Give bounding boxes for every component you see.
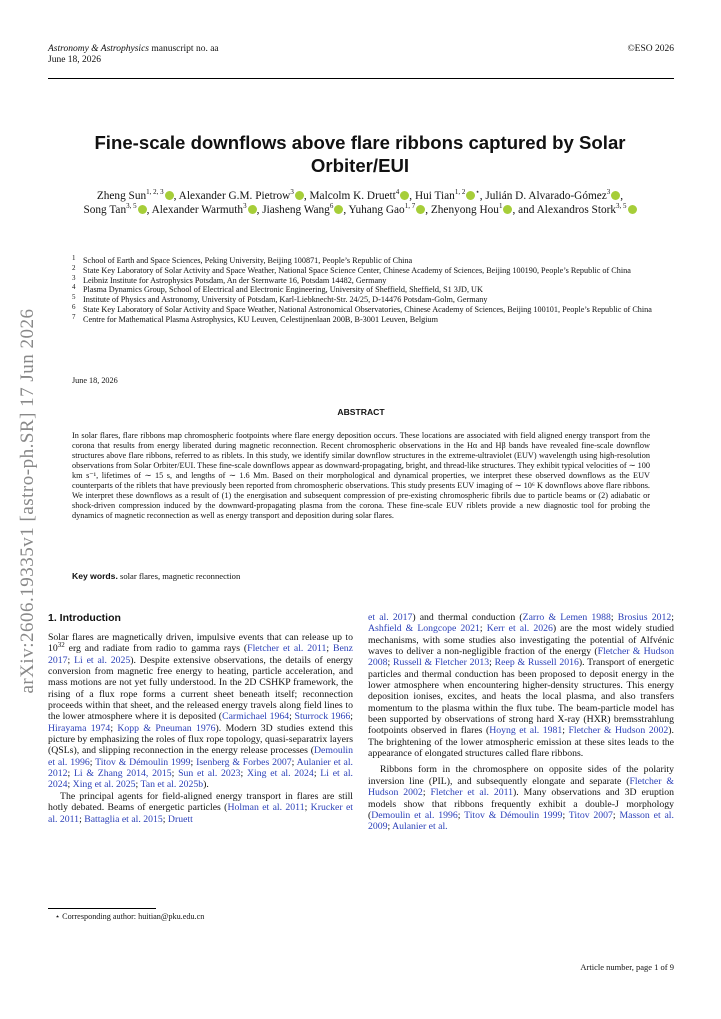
affiliation: 6 State Key Laboratory of Solar Activity and Space Weather, National Astronomical Observatories, Chinese Academy of Sciences, Beijing 100101, People’s Republic of China bbox=[72, 302, 652, 314]
citation[interactable]: Fletcher & Hudson 2008 bbox=[368, 646, 674, 669]
citation[interactable]: Druett bbox=[167, 813, 193, 825]
citation[interactable]: Xing et al. 2025 bbox=[72, 779, 136, 791]
citation[interactable]: Aulanier et al. bbox=[392, 821, 448, 833]
author[interactable]: Yuhang Gao$^{1, 7}$ bbox=[349, 204, 426, 216]
received-date: June 18, 2026 bbox=[72, 376, 118, 385]
citation[interactable]: Fletcher & Hudson 2002 bbox=[368, 775, 674, 799]
citation[interactable]: Titov & Démoulin 1999 bbox=[95, 756, 191, 768]
citation[interactable]: Carmichael 1964 bbox=[222, 711, 290, 723]
paragraph: et al. 2017) and thermal conduction (Zarro & Lemen 1988; Brosius 2012; Ashfield & Longcope 2021; Kerr et al. 2026) are the most widely studied mechanisms, with some studies also investigating the potential of Alfvénic waves to deliver a non-negligible fraction of the energy (Fletcher & Hudson 2008; Russell & Fletcher 2013; Reep & Russell 2016). Transport of energetic particles and thermal conduction has been proposed to deposit energy in the lower atmosphere when encountering higher-density structures. This energy deposition ionises, excites, and heats the local plasma, and also transfers momentum to the plasma within the flux tube. The beam-particle model has been supported by observations of strong hard X-ray (HXR) bremsstrahlung footpoints observed in flares (Hoyng et al. 1981; Fletcher & Hudson 2002). The brightening of the lower atmospheric emission at these sites leads to the appearance of elongated structures called flare ribbons. bbox=[368, 612, 674, 760]
affiliation: 3 Leibniz Institute for Astrophysics Potsdam, An der Sternwarte 16, Potsdam 14482, Germany bbox=[72, 273, 387, 285]
affiliation: 7 Centre for Mathematical Plasma Astrophysics, KU Leuven, Celestijnenlaan 200B, B-3001 Leuven, Belgium bbox=[72, 312, 438, 324]
running-header bbox=[48, 44, 674, 66]
section-heading: 1. Introduction bbox=[48, 612, 121, 624]
author[interactable]: Zhenyong Hou$^1$ bbox=[431, 204, 513, 216]
citation[interactable]: Hoyng et al. 1981 bbox=[489, 725, 563, 737]
citation[interactable]: Li et al. 2024 bbox=[48, 768, 353, 791]
orcid-icon[interactable] bbox=[165, 191, 174, 200]
orcid-icon[interactable] bbox=[416, 205, 425, 214]
orcid-icon[interactable] bbox=[248, 205, 257, 214]
keywords-value: solar flares, magnetic reconnection bbox=[120, 571, 241, 581]
citation[interactable]: Ashfield & Longcope 2021 bbox=[368, 623, 480, 635]
citation[interactable]: Masson et al. 2009 bbox=[368, 809, 674, 833]
author[interactable]: Julián D. Alvarado-Gómez$^3$ bbox=[485, 190, 620, 202]
citation[interactable]: Battaglia et al. 2015 bbox=[84, 813, 163, 825]
author[interactable]: Alexander Warmuth$^3$ bbox=[152, 204, 257, 216]
header-rule bbox=[48, 78, 674, 79]
orcid-icon[interactable] bbox=[295, 191, 304, 200]
citation[interactable]: Kopp & Pneuman 1976 bbox=[117, 722, 216, 734]
citation[interactable]: Russell & Fletcher 2013 bbox=[393, 657, 490, 669]
citation[interactable]: Zarro & Lemen 1988 bbox=[522, 612, 611, 623]
affiliation: 5 Institute of Physics and Astronomy, University of Potsdam, Karl-Liebknecht-Str. 24/25, D-14476 Potsdam-Golm, Germany bbox=[72, 293, 488, 305]
orcid-icon[interactable] bbox=[138, 205, 147, 214]
citation[interactable]: Holman et al. 2011 bbox=[227, 802, 305, 814]
footnote: ⋆ Corresponding author: huitian@pku.edu.cn bbox=[55, 912, 205, 921]
abstract-heading: ABSTRACT bbox=[337, 407, 385, 417]
author[interactable]: Zheng Sun$^{1, 2, 3}$ bbox=[97, 190, 174, 202]
author[interactable]: Hui Tian$^{1, 2}$ ⋆ bbox=[414, 188, 480, 202]
author[interactable]: Alexandros Stork$^{3, 5}$ bbox=[537, 204, 637, 216]
citation[interactable]: Brosius 2012 bbox=[617, 612, 672, 623]
page-footer: Article number, page 1 of 9 bbox=[580, 962, 674, 972]
paragraph: Solar flares are magnetically driven, impulsive events that can release up to $10^{32}$ erg and radiate from radio to gamma rays (Fletcher et al. 2011; Benz 2017; Li et al. 2025). Despite extensive observations, the details of energy conversion from magnetic free energy to heating, particle acceleration, and mass motions are not yet fully understood. In the 2D CSHKP framework, the rising of a flux rope forms a current sheet beneath itself; reconnection proceeds within that sheet, and the released energy travels along field lines to the lower atmosphere where it is deposited (Carmichael 1964; Sturrock 1966; Hirayama 1974; Kopp & Pneuman 1976). Modern 3D studies extend this picture by emphasizing the roles of flux rope topology, quasi-separatrix layers (QSLs), and slipping reconnection in the energy release processes (Demoulin et al. 1996; Titov & Démoulin 1999; Isenberg & Forbes 2007; Aulanier et al. 2012; Li & Zhang 2014, 2015; Sun et al. 2023; Xing et al. 2024; Li et al. 2024; Xing et al. 2025; Tan et al. 2025b). bbox=[48, 632, 354, 791]
orcid-icon[interactable] bbox=[628, 205, 637, 214]
orcid-icon[interactable] bbox=[611, 191, 620, 200]
citation[interactable]: Isenberg & Forbes 2007 bbox=[196, 756, 292, 768]
citation[interactable]: Titov & Démoulin 1999 bbox=[464, 809, 563, 821]
citation[interactable]: Sturrock 1966 bbox=[294, 711, 351, 723]
citation[interactable]: Fletcher et al. 2011 bbox=[430, 787, 513, 799]
citation[interactable]: et al. 2017 bbox=[368, 612, 413, 623]
affiliation: 2 State Key Laboratory of Solar Activity and Space Weather, National Space Science Center, Chinese Academy of Sciences, Beijing 100190, People’s Republic of China bbox=[72, 263, 631, 275]
manuscript-label: manuscript no. aa bbox=[148, 44, 219, 54]
orcid-icon[interactable] bbox=[466, 191, 475, 200]
paragraph: The principal agents for field-aligned energy transport in flares are still hotly debated. Beams of energetic particles (Holman et al. 2011; Krucker et al. 2011; Battaglia et al. 2015; Druett bbox=[48, 790, 353, 825]
orcid-icon[interactable] bbox=[503, 205, 512, 214]
journal-name: Astronomy & Astrophysics bbox=[48, 44, 149, 54]
citation[interactable]: Fletcher & Hudson 2002 bbox=[568, 725, 669, 737]
author[interactable]: Malcolm K. Druett$^4$ bbox=[310, 190, 410, 202]
citation[interactable]: Tan et al. 2025b bbox=[140, 779, 204, 791]
orcid-icon[interactable] bbox=[400, 191, 409, 200]
author[interactable]: Song Tan$^{3, 5}$ bbox=[83, 204, 146, 216]
citation[interactable]: Li & Zhang 2014, 2015 bbox=[73, 768, 172, 780]
citation[interactable]: Kerr et al. 2026 bbox=[486, 623, 553, 635]
body-column-left bbox=[48, 632, 353, 825]
affiliation: 1 School of Earth and Space Sciences, Peking University, Beijing 100871, People’s Republic of China bbox=[72, 254, 413, 265]
author[interactable]: Jiasheng Wang$^6$ bbox=[262, 204, 343, 216]
citation[interactable]: Aulanier et al. 2012 bbox=[48, 756, 353, 780]
affiliation: 4 Plasma Dynamics Group, School of Electrical and Electronic Engineering, University of Sheffield, Sheffield, S1 3JD, UK bbox=[72, 283, 483, 295]
citation[interactable]: Xing et al. 2024 bbox=[247, 768, 314, 780]
abstract-text: In solar flares, flare ribbons map chromospheric footpoints where flare energy deposition occurs. These locations are associated with field aligned energy transport from the corona that results from energy liberated during magnetic reconnection. Recent chromospheric observations in the Hα and Hβ bands have revealed fine-scale downflow structures above flare ribbons, referred to as riblets. In this study, we identify similar downflow structures in the extreme-ultraviolet (EUV) wavelength using high-resolution observations from Solar Orbiter/EUI. These fine-scale downflows appear as downward-propagating, bright, and thread-like structures. They exhibit typical velocities of ∼ 100 km s⁻¹, lifetimes of ∼ 15 s, and lengths of ∼ 1.6 Mm. Based on their morphological and dynamical properties, we interpret these observed downflows as the EUV counterparts of the riblets that have previously been reported from chromospheric observations. This study presents EUV imaging of ∼ 10⁶ K downflows above flare ribbons. We interpret these downflows as a result of (1) the energisation and subsequent compression of pre-existing chromospheric fibrils due to particle beams or (2) adiabatic or shock-driven compression induced by the downward-propagating plasma from the corona. These fine-scale EUV riblets provide a new diagnostic tool for probing the dynamics of magnetic reconnection as well as energy transport and deposition during solar flares. bbox=[72, 431, 650, 521]
affiliation-list bbox=[72, 256, 662, 325]
citation[interactable]: Krucker et al. 2011 bbox=[48, 802, 353, 825]
orcid-icon[interactable] bbox=[334, 205, 343, 214]
paper-title: Fine-scale downflows above flare ribbons captured by Solar Orbiter/EUI bbox=[94, 132, 626, 176]
keywords-label: Key words. bbox=[72, 571, 118, 581]
citation[interactable]: Sun et al. 2023 bbox=[178, 768, 241, 780]
author[interactable]: Alexander G.M. Pietrow$^3$ bbox=[179, 190, 304, 202]
citation[interactable]: Reep & Russell 2016 bbox=[494, 657, 579, 669]
copyright: ©ESO 2026 bbox=[627, 44, 674, 54]
body-column-right bbox=[368, 612, 674, 833]
citation[interactable]: Demoulin et al. 1996 bbox=[48, 745, 353, 768]
paragraph: Ribbons form in the chromosphere on opposite sides of the polarity inversion line (PIL), and subsequently elongate and separate (Fletcher & Hudson 2002; Fletcher et al. 2011). Many observations and 3D eruption models show that ribbons frequently exhibit a double-J morphology (Demoulin et al. 1996; Titov & Démoulin 1999; Titov 2007; Masson et al. 2009; Aulanier et al. bbox=[368, 764, 675, 833]
arxiv-stamp: arXiv:2606.19335v1 [astro-ph.SR] 17 Jun 2026 bbox=[17, 308, 38, 694]
citation[interactable]: Demoulin et al. 1996 bbox=[371, 809, 458, 821]
citation[interactable]: Titov 2007 bbox=[568, 809, 613, 821]
footnote-rule bbox=[48, 908, 156, 909]
citation[interactable]: Fletcher et al. 2011 bbox=[247, 643, 327, 655]
citation[interactable]: Li et al. 2025 bbox=[74, 654, 131, 666]
header-date: June 18, 2026 bbox=[48, 55, 102, 65]
citation[interactable]: Hirayama 1974 bbox=[48, 722, 111, 734]
keywords bbox=[72, 571, 240, 581]
citation[interactable]: Benz 2017 bbox=[48, 643, 353, 666]
author-list: Zheng Sun$^{1, 2, 3}$ , Alexander G.M. Pietrow$^3$ , Malcolm K. Druett$^4$ , Hui Tian$^{1, 2}$ ⋆, Julián D. Alvarado-Gómez$^3$ , Song Tan$^{3, 5}$ , Alexander Warmuth$^3$ , Jiasheng Wang$^6$ , Yuhang Gao$^{1, 7}$ , Zhenyong Hou$^1$ , and Alexandros Stork$^{3, 5}$ bbox=[50, 190, 670, 217]
